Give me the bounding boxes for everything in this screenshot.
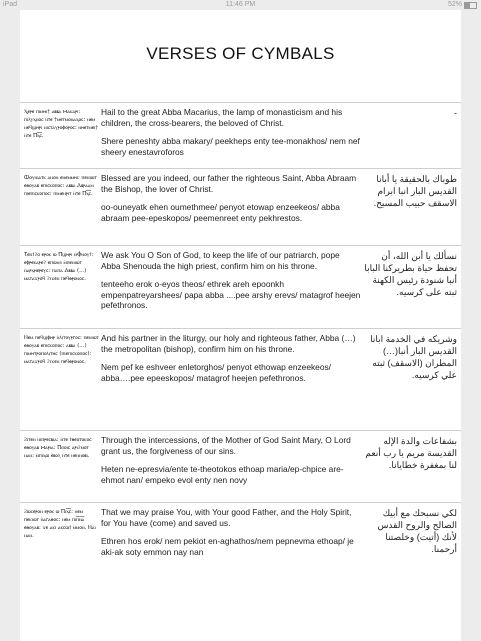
verse-arabic: بشفاعات والدة الإله القديسة مريم يا رب أنعم لنا بمغفرة خطايانا. <box>365 436 457 470</box>
verse-transliteration: oo-ouneyatk ehen oumethmee/ penyot etowap enzeekeos/ abba abraam pee-epeskopos/ peemenreet enty pekhrestos. <box>101 202 340 223</box>
verse-english-block <box>101 173 361 223</box>
document-page <box>20 10 461 641</box>
verse-row <box>20 502 461 565</box>
verse-coptic: Ⲛⲉⲙ ⲡⲉϥϣⲫⲏⲣ ⲛ̀ⲗⲓⲧⲟⲩⲣⲅⲟⲥ: ⲡⲉⲛⲓⲱⲧ ⲉⲑⲟⲩⲁⲃ ⲉⲡⲓⲥⲕⲟⲡⲟⲥ: ⲁⲃⲃⲁ (...) ⲡⲓⲙⲏⲧⲣⲟⲡⲟⲗⲓⲧⲏⲥ (ⲡⲓⲉⲡⲓⲥⲕⲟⲡⲟⲥ): ⲙⲁⲧⲁϫⲣⲟϥ ϩⲓϫⲉⲛ ⲡⲉϥⲑⲣⲟⲛⲟⲥ. <box>24 335 99 365</box>
verse-english: That we may praise You, with Your good Father, and the Holy Spirit, for You have (come) and saved us. <box>101 507 352 528</box>
verse-transliteration: Ethren hos erok/ nem pekiot en-aghathos/nem pepnevma ethoap/ je aki-ak soty emmon nay nan <box>101 536 354 557</box>
verse-coptic: Ⲧⲉⲛϯϩⲟ ⲉⲣⲟⲕ ⲱ Ⲡϣⲏⲣⲓ ⲙ̀Ⲫⲛⲟⲩϯ: ⲉⲫⲣⲉⲕⲁⲣⲉϩ ⲉⲡⲱⲛϧ ⲙ̀ⲡⲉⲛⲓⲱⲧ ⲛ̀ⲁⲣⲭⲏⲉⲣⲉⲩⲥ: ⲡⲁⲡⲁ Ⲁⲃⲃⲁ (...) ⲙⲁⲧⲁϫⲣⲟϥ ϩⲓϫⲉⲛ ⲡⲉϥⲑⲣⲟⲛⲟⲥ. <box>24 252 94 282</box>
battery-status <box>448 0 477 10</box>
battery-icon <box>464 2 477 9</box>
device-label: iPad <box>3 1 18 8</box>
verse-english-block <box>101 250 361 311</box>
verse-english: And his partner in the liturgy, our holy and righteous father, Abba (…) the metropolitan (bishop), confirm him on his throne. <box>101 333 356 354</box>
verse-arabic: وشريكه في الخدمة ابانا القديس البار أنبا(…) المطران (الاسقف) ثبته علي كرسيه. <box>370 334 457 380</box>
verse-english-block <box>101 507 361 557</box>
verse-english-block <box>101 107 361 157</box>
verse-english: We ask You O Son of God, to keep the life of our patriarch, pope Abba Shenouda the high priest, confirm him on his throne. <box>101 250 340 271</box>
verse-coptic: Ϩⲱⲥⲉⲣⲟⲛ ⲉⲣⲟⲕ ⲱ Ⲡⲓⲭ̅ⲥ̅: ⲛⲉⲙ ⲡⲉⲕⲓⲱⲧ ⲛ̀ⲁⲅⲁⲑⲟⲥ: ⲛⲉⲙ ⲡⲓⲡ̅ⲛ̅ⲁ̅ ⲉⲑⲟⲩⲁⲃ: ϫⲉ ⲁⲕⲓ ⲁⲕⲥⲱϯ ⲙ̀ⲙⲟⲛ. Ⲛⲁⲓ ⲛⲁⲛ. <box>24 509 96 539</box>
verse-coptic: Ⲱⲟⲩⲛⲓⲁⲧⲕ ⲁⲛⲟⲛ ⲉⲛⲉⲙⲙⲏⲓ: ⲡⲉⲛⲓⲱⲧ ⲉⲑⲟⲩⲁⲃ ⲉⲡⲓⲥⲕⲟⲡⲟⲥ: ⲁⲃⲃⲁ Ⲁⲃⲣⲁⲁⲙ ⲡⲓⲉⲡⲓⲥⲕⲟⲡⲟⲥ: ⲡⲓⲙⲉⲛⲣⲓⲧ ⲛ̀ⲧⲉ Ⲡⲭ̅ⲥ̅. <box>24 175 97 197</box>
battery-percent: 52% <box>447 1 462 8</box>
verse-coptic: Ⲭⲉⲣⲉ ⲡⲓⲙⲏⲓ† ⲁⲃⲃⲁ Ⲙⲁⲕⲁⲣⲓ: ⲡⲓⲗⲩⲭⲛⲟⲥ ⲛ̀ⲧⲉ †ⲙⲉⲧⲙⲟⲛⲁⲭⲟⲥ: ⲛⲉⲙ ⲛⲉϥϣⲏⲣⲓ ⲛⲓⲥⲧⲁⲩⲣⲟⲫⲟⲣⲟⲥ: ⲛⲏⲉⲧⲙⲉⲓ† ⲛ̀ⲧⲉ Ⲡⲭ̅ⲥ̅. <box>24 109 99 139</box>
verse-arabic: طوباك بالحقيقة يا أبانا القديس البار انبا ابرام الاسقف حبيب المسيح. <box>373 174 457 208</box>
verse-row <box>20 102 461 157</box>
verse-arabic: - <box>454 108 457 118</box>
verse-arabic: لكي نسبحك مع أبيك الصالح والروح القدس لأنك (أتيت) وخلصتنا أرحمنا. <box>377 508 457 554</box>
verse-english: Through the intercessions, of the Mother of God Saint Mary, O Lord grant us, the forgiveness of our sins. <box>101 435 351 456</box>
verse-transliteration: Nem pef ke eshveer enletorghos/ penyot ethowap enzeekeos/ abba….pee epeeskopos/ matagrof heejen pefethronos. <box>101 362 331 383</box>
verse-english-block <box>101 435 361 485</box>
verse-row <box>20 245 461 326</box>
verse-english: Blessed are you indeed, our father the righteous Saint, Abba Abraam the Bishop, the lover of Christ. <box>101 173 357 194</box>
verse-english-block <box>101 333 361 383</box>
page-title: VERSES OF CYMBALS <box>146 44 335 63</box>
status-bar <box>0 0 481 10</box>
verse-transliteration: Shere peneshty abba makary/ peekheps enty tee-monakhos/ nem nef sheery enestavroforos <box>101 136 360 157</box>
clock: 11:46 PM <box>225 1 256 8</box>
verse-transliteration: tenteeho erok o-eyos theos/ ethrek areh epoonkh empenpatreyarshees/ papa abba ....pee arshy erevs/ matagrof heejen pefethronos. <box>101 279 361 310</box>
verse-row <box>20 328 461 427</box>
verse-row <box>20 168 461 245</box>
verse-row <box>20 430 461 501</box>
verse-arabic: نسألك يا أبن الله، أن تحفظ حياة بطريركنا البابا أنبا شنودة رئيس الكهنة ثبته على كرسيه. <box>364 251 457 297</box>
verse-transliteration: Heten ne-epresvia/ente te-theotokos ethoap maria/ep-chpice are-ehmot nan/ empeko evol enty nen novy <box>101 464 344 485</box>
verse-english: Hail to the great Abba Macarius, the lamp of monasticism and his children, the cross-bearers, the beloved of Christ. <box>101 107 343 128</box>
verse-coptic: Ϩⲓⲧⲉⲛ ⲛⲓⲡⲣⲉⲥⲃⲓⲁ: ⲛ̀ⲧⲉ ϯⲑⲉⲟⲧⲟⲕⲟⲥ ⲉⲑⲟⲩⲁⲃ Ⲙⲁⲣⲓⲁ: Ⲡϭⲟⲓⲥ ⲁⲣⲓϩⲙⲟⲧ ⲛⲁⲛ: ⲙ̀ⲡⲓⲭⲱ ⲉ̀ⲃⲟⲗ ⲛ̀ⲧⲉ ⲛⲉⲛⲛⲟⲃⲓ. <box>24 437 92 459</box>
